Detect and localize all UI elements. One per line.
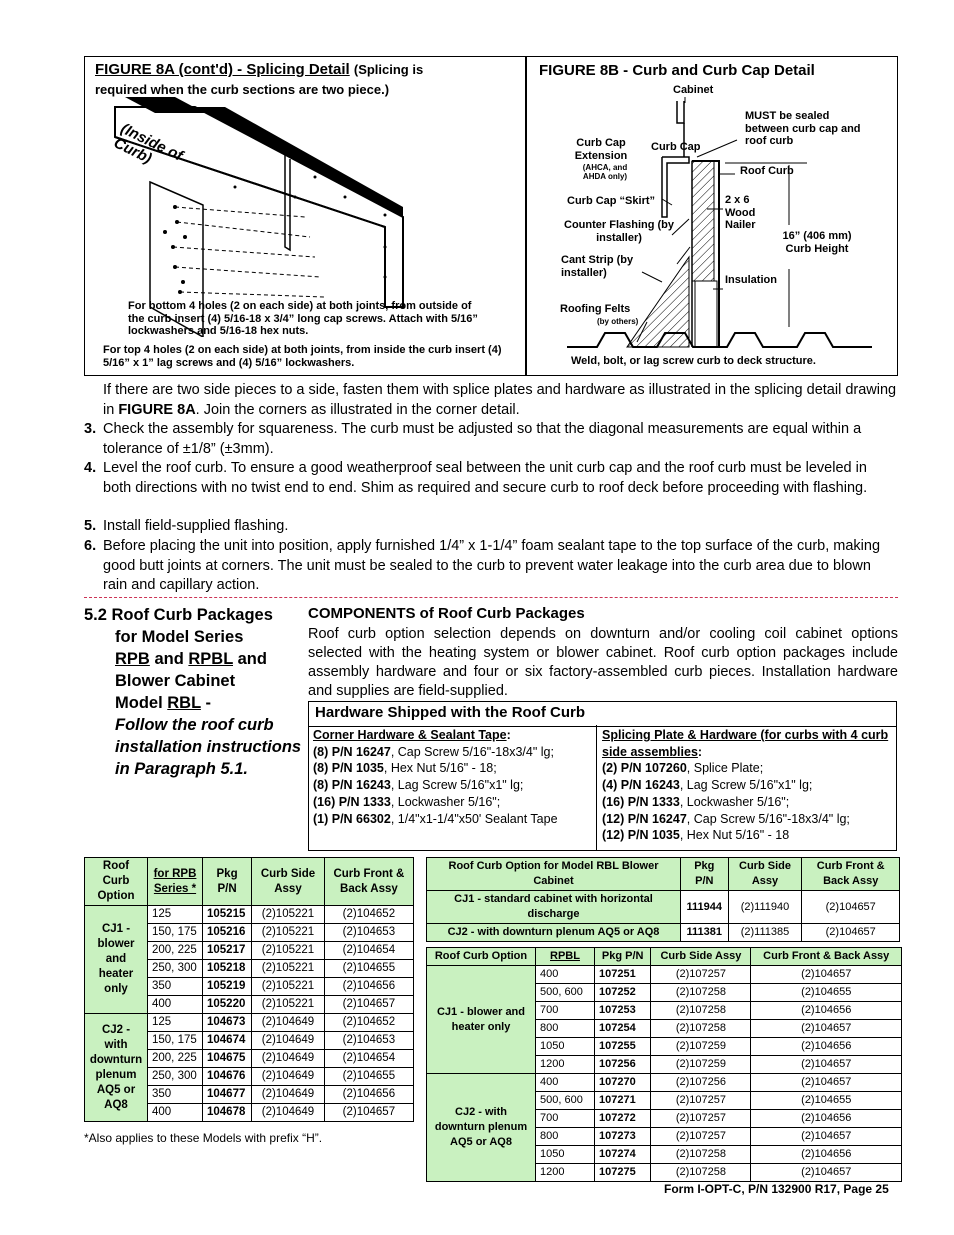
table-cell: (2)105221 — [252, 996, 325, 1014]
table-cell: (2)107258 — [651, 1020, 751, 1038]
table-cell: 800 — [536, 1128, 595, 1146]
table-cell: (2)104656 — [324, 1086, 413, 1104]
column-header: Curb Side Assy — [728, 858, 802, 891]
table-cell: 104678 — [203, 1104, 252, 1122]
table-cell: 107273 — [595, 1128, 651, 1146]
table-cell: 500, 600 — [536, 984, 595, 1002]
option-group-label: CJ2 - with downturn plenum AQ5 or AQ8 — [85, 1014, 148, 1122]
table-cell: 500, 600 — [536, 1092, 595, 1110]
table-cell: (2)104656 — [751, 1002, 902, 1020]
table-row — [427, 891, 900, 924]
option-group-label: CJ1 - blower and heater only — [427, 966, 536, 1074]
column-header: RPBL — [536, 948, 595, 966]
section-instruction: Follow the roof curb installation instructions in Paragraph 5.1. — [115, 716, 302, 778]
step-text: Check the assembly for squareness. The curb must be adjusted so that the diagonal measurements are equal within a tolerance of ±1/8” (±3mm). — [103, 421, 862, 457]
column-header: Pkg P/N — [203, 858, 252, 906]
table-cell: 105216 — [203, 924, 252, 942]
rpb-curb-table — [84, 857, 414, 1122]
corner-hardware-column: Corner Hardware & Sealant Tape: (8) P/N 16247, Cap Screw 5/16"-18x3/4" lg; (8) P/N 1035, Hex Nut 5/16" - 18; (8) P/N 16243, Lag Screw 5/16"x1" lg; (16) P/N 1333, Lockwasher 5/16"; (1) P/N 66302, 1/4"x1-1/4"x50' Sealant Tape — [309, 725, 597, 850]
table-cell: (2)104649 — [252, 1050, 325, 1068]
table-cell: (2)104655 — [324, 960, 413, 978]
option-group-label: CJ2 - with downturn plenum AQ5 or AQ8 — [427, 1074, 536, 1182]
column-header: Curb Side Assy — [651, 948, 751, 966]
table-cell: 111944 — [681, 891, 729, 924]
table-cell: 107256 — [595, 1056, 651, 1074]
section-divider — [84, 597, 898, 598]
rpbl-curb-table — [426, 947, 902, 1182]
table-cell: (2)104654 — [324, 942, 413, 960]
table-cell: (2)104656 — [751, 1110, 902, 1128]
table-cell: (2)104657 — [802, 891, 900, 924]
table-cell: 107271 — [595, 1092, 651, 1110]
hardware-box — [308, 701, 897, 851]
step-number: 6. — [84, 538, 97, 554]
table-cell: (2)104649 — [252, 1032, 325, 1050]
curb-cap-label: Curb Cap — [651, 141, 701, 153]
roofing-felts-label: Roofing Felts — [560, 303, 631, 315]
column-header: Roof Curb Option — [85, 858, 148, 906]
step-number: 4. — [84, 460, 97, 476]
inside-of-curb-label: (Inside of Curb) — [110, 120, 186, 168]
table-cell: (2)107259 — [651, 1056, 751, 1074]
by-others-note: (by others) — [597, 317, 639, 326]
must-seal-label: MUST be sealed between curb cap and roof curb — [745, 110, 861, 147]
table-cell: 150, 175 — [148, 1032, 203, 1050]
table-row — [85, 1014, 414, 1032]
step-text: Before placing the unit into position, apply furnished 1/4” x 1-1/4” foam sealant tape to the top surface of the curb, making good butt joints at corners. The unit must be sealed to the curb to prevent water leakage into the curb area due to blown rain and capillary action. — [103, 538, 881, 593]
table-cell: (2)104657 — [751, 1056, 902, 1074]
table-cell: 800 — [536, 1020, 595, 1038]
table-cell: (2)105221 — [252, 978, 325, 996]
table-cell: 200, 225 — [148, 942, 203, 960]
intro-paragraph: If there are two side pieces to a side, fasten them with splice plates and hardware as illustrated in the splicing detail drawing in FIGURE 8A. Join the corners as illustrated in the corner detail. — [103, 382, 897, 418]
table-cell: 700 — [536, 1110, 595, 1128]
table-cell: (2)107257 — [651, 1110, 751, 1128]
table-cell: (2)104653 — [324, 924, 413, 942]
column-header: Roof Curb Option for Model RBL Blower Cabinet — [427, 858, 681, 891]
table-cell: 350 — [148, 978, 203, 996]
step-number: 5. — [84, 518, 97, 534]
table-cell: 105217 — [203, 942, 252, 960]
table-cell: 1200 — [536, 1056, 595, 1074]
table-cell: 350 — [148, 1086, 203, 1104]
step-number: 3. — [84, 421, 97, 437]
table-cell: (2)107257 — [651, 966, 751, 984]
table-row — [427, 1074, 902, 1092]
table-cell: (2)107258 — [651, 1002, 751, 1020]
hardware-title: Hardware Shipped with the Roof Curb — [309, 702, 896, 727]
table-cell: (2)104657 — [802, 924, 900, 942]
table-cell: 107253 — [595, 1002, 651, 1020]
table-cell: (2)107257 — [651, 1128, 751, 1146]
table-cell: 105220 — [203, 996, 252, 1014]
ahca-note: (AHCA, and AHDA only) — [582, 163, 628, 181]
table-cell: 107272 — [595, 1110, 651, 1128]
table-cell: 125 — [148, 906, 203, 924]
curb-cap-extension-label: Curb Cap Extension — [574, 137, 628, 162]
table-cell: (2)104652 — [324, 1014, 413, 1032]
roof-curb-label: Roof Curb — [740, 165, 794, 177]
table-cell: 400 — [148, 996, 203, 1014]
table-cell: (2)104656 — [751, 1038, 902, 1056]
table-cell: (2)107258 — [651, 984, 751, 1002]
column-header: Curb Front & Back Assy — [802, 858, 900, 891]
column-header: Roof Curb Option — [427, 948, 536, 966]
table-cell: (2)104657 — [324, 996, 413, 1014]
table-cell: 107251 — [595, 966, 651, 984]
table-cell: 1200 — [536, 1164, 595, 1182]
figure-8b — [526, 56, 898, 376]
insulation-label: Insulation — [725, 274, 777, 286]
column-header: Curb Front & Back Assy — [324, 858, 413, 906]
table-row — [427, 966, 902, 984]
curb-height-label: 16” (406 mm) Curb Height — [782, 230, 852, 255]
components-text: Roof curb option selection depends on downturn and/or cooling coil cabinet options selected with the heating system or blower cabinet. Roof curb option packages include assembly hardware and four or six factory-assembled curb pieces. Installation hardware and supplies are field-supplied. — [308, 626, 898, 699]
table-cell: (2)104649 — [252, 1068, 325, 1086]
table-cell: 107270 — [595, 1074, 651, 1092]
splice-note-bottom-holes: For bottom 4 holes (2 on each side) at both joints, from outside of the curb insert (4) 5/16-18 x 3/4” long cap screws. Attach with 5/16” lockwashers and 5/16-18 hex nuts. — [128, 300, 478, 337]
column-header: Curb Front & Back Assy — [751, 948, 902, 966]
table-cell: (2)105221 — [252, 942, 325, 960]
table-cell: (2)104657 — [751, 1020, 902, 1038]
table-cell: (2)107258 — [651, 1164, 751, 1182]
components-heading: COMPONENTS of Roof Curb Packages — [308, 605, 585, 622]
table-cell: (2)105221 — [252, 924, 325, 942]
table-cell: 250, 300 — [148, 1068, 203, 1086]
page-footer: Form I-OPT-C, P/N 132900 R17, Page 25 — [664, 1182, 889, 1196]
table-cell: (2)104652 — [324, 906, 413, 924]
curb-detail-drawing — [527, 57, 897, 375]
column-header: for RPB Series * — [148, 858, 203, 906]
wood-nailer-label: 2 x 6 Wood Nailer — [725, 194, 756, 231]
table-cell: 107274 — [595, 1146, 651, 1164]
cabinet-label: Cabinet — [673, 84, 714, 96]
table-row — [427, 924, 900, 942]
table-cell: (2)104649 — [252, 1086, 325, 1104]
table-cell: (2)107259 — [651, 1038, 751, 1056]
curb-cap-skirt-label: Curb Cap “Skirt” — [567, 195, 656, 207]
table-cell: (2)104656 — [324, 978, 413, 996]
table-cell: (2)104649 — [252, 1104, 325, 1122]
table-cell: (2)104657 — [751, 1074, 902, 1092]
figure-8a — [84, 56, 526, 376]
table-cell: (2)104656 — [751, 1146, 902, 1164]
table-cell: 150, 175 — [148, 924, 203, 942]
table-cell: 104675 — [203, 1050, 252, 1068]
table-cell: (2)107257 — [651, 1092, 751, 1110]
splicing-hardware-column: Splicing Plate & Hardware (for curbs with 4 curb side assemblies: (2) P/N 107260, Splice Plate; (4) P/N 16243, Lag Screw 5/16"x1" lg; (16) P/N 1333, Lockwasher 5/16"; (12) P/N 16247, Cap Screw 5/16"-18x3/4" lg; (12) P/N 1035, Hex Nut 5/16" - 18 — [602, 728, 889, 843]
table-cell: (2)105221 — [252, 906, 325, 924]
table-cell: 1050 — [536, 1146, 595, 1164]
figure-8a-subtitle: required when the curb sections are two piece.) — [95, 82, 390, 97]
option-group-label: CJ1 - blower and heater only — [85, 906, 148, 1014]
table-cell: 105215 — [203, 906, 252, 924]
table-cell: (2)107258 — [651, 1146, 751, 1164]
table-cell: (2)104654 — [324, 1050, 413, 1068]
table-cell: (2)104657 — [324, 1104, 413, 1122]
table-cell: (2)104653 — [324, 1032, 413, 1050]
table-cell: 1050 — [536, 1038, 595, 1056]
table-cell: 250, 300 — [148, 960, 203, 978]
table-cell: 125 — [148, 1014, 203, 1032]
column-header: Pkg P/N — [595, 948, 651, 966]
table-cell: 400 — [148, 1104, 203, 1122]
table-cell: (2)104657 — [751, 966, 902, 984]
table-cell: (2)104649 — [252, 1014, 325, 1032]
column-header: Curb Side Assy — [252, 858, 325, 906]
table-cell: (2)104655 — [751, 1092, 902, 1110]
table-cell: 400 — [536, 966, 595, 984]
table-cell: (2)105221 — [252, 960, 325, 978]
figure-8b-title: FIGURE 8B - Curb and Curb Cap Detail — [539, 62, 815, 79]
table-cell: (2)104657 — [751, 1164, 902, 1182]
table-cell: 700 — [536, 1002, 595, 1020]
table-cell: 107255 — [595, 1038, 651, 1056]
table-row — [85, 906, 414, 924]
table-cell: (2)104655 — [751, 984, 902, 1002]
table-cell: 107275 — [595, 1164, 651, 1182]
table-cell: (2)111940 — [728, 891, 802, 924]
section-5-2-heading: 5.2 Roof Curb Packages for Model Series RPB and RPBL and Blower Cabinet Model RBL - Follow the roof curb installation instructions in Paragraph 5.1. — [84, 604, 304, 780]
step-text: Install field-supplied flashing. — [103, 518, 289, 534]
table-cell: 107252 — [595, 984, 651, 1002]
table-cell: 104676 — [203, 1068, 252, 1086]
figure-8a-title: FIGURE 8A (cont'd) - Splicing Detail (Splicing is — [95, 61, 424, 78]
table-cell: (2)107256 — [651, 1074, 751, 1092]
table-cell: 105219 — [203, 978, 252, 996]
step-text: Level the roof curb. To ensure a good weatherproof seal between the unit curb cap and the roof curb must be leveled in both directions with no twist end to end. Shim as required and secure curb to roof deck before proceeding with flashing. — [103, 460, 868, 496]
table-cell: 105218 — [203, 960, 252, 978]
table-cell: 111381 — [681, 924, 729, 942]
table-cell: CJ1 - standard cabinet with horizontal discharge — [427, 891, 681, 924]
column-header: Pkg P/N — [681, 858, 729, 891]
table-cell: (2)104655 — [324, 1068, 413, 1086]
rbl-curb-table — [426, 857, 900, 942]
table-cell: CJ2 - with downturn plenum AQ5 or AQ8 — [427, 924, 681, 942]
table-cell: 104677 — [203, 1086, 252, 1104]
table-cell: 107254 — [595, 1020, 651, 1038]
table-cell: (2)104657 — [751, 1128, 902, 1146]
weld-note: Weld, bolt, or lag screw curb to deck structure. — [571, 355, 816, 367]
table-cell: 104674 — [203, 1032, 252, 1050]
rpb-footnote: *Also applies to these Models with prefix “H”. — [84, 1131, 323, 1145]
table-cell: (2)111385 — [728, 924, 802, 942]
table-cell: 104673 — [203, 1014, 252, 1032]
table-cell: 200, 225 — [148, 1050, 203, 1068]
cant-strip-label: Cant Strip (by installer) — [561, 254, 634, 279]
table-cell: 400 — [536, 1074, 595, 1092]
splice-note-top-holes: For top 4 holes (2 on each side) at both joints, from inside the curb insert (4) 5/16” x 1” lag screws and (4) 5/16” lockwashers. — [103, 344, 502, 369]
counter-flashing-label: Counter Flashing (by installer) — [564, 219, 674, 244]
